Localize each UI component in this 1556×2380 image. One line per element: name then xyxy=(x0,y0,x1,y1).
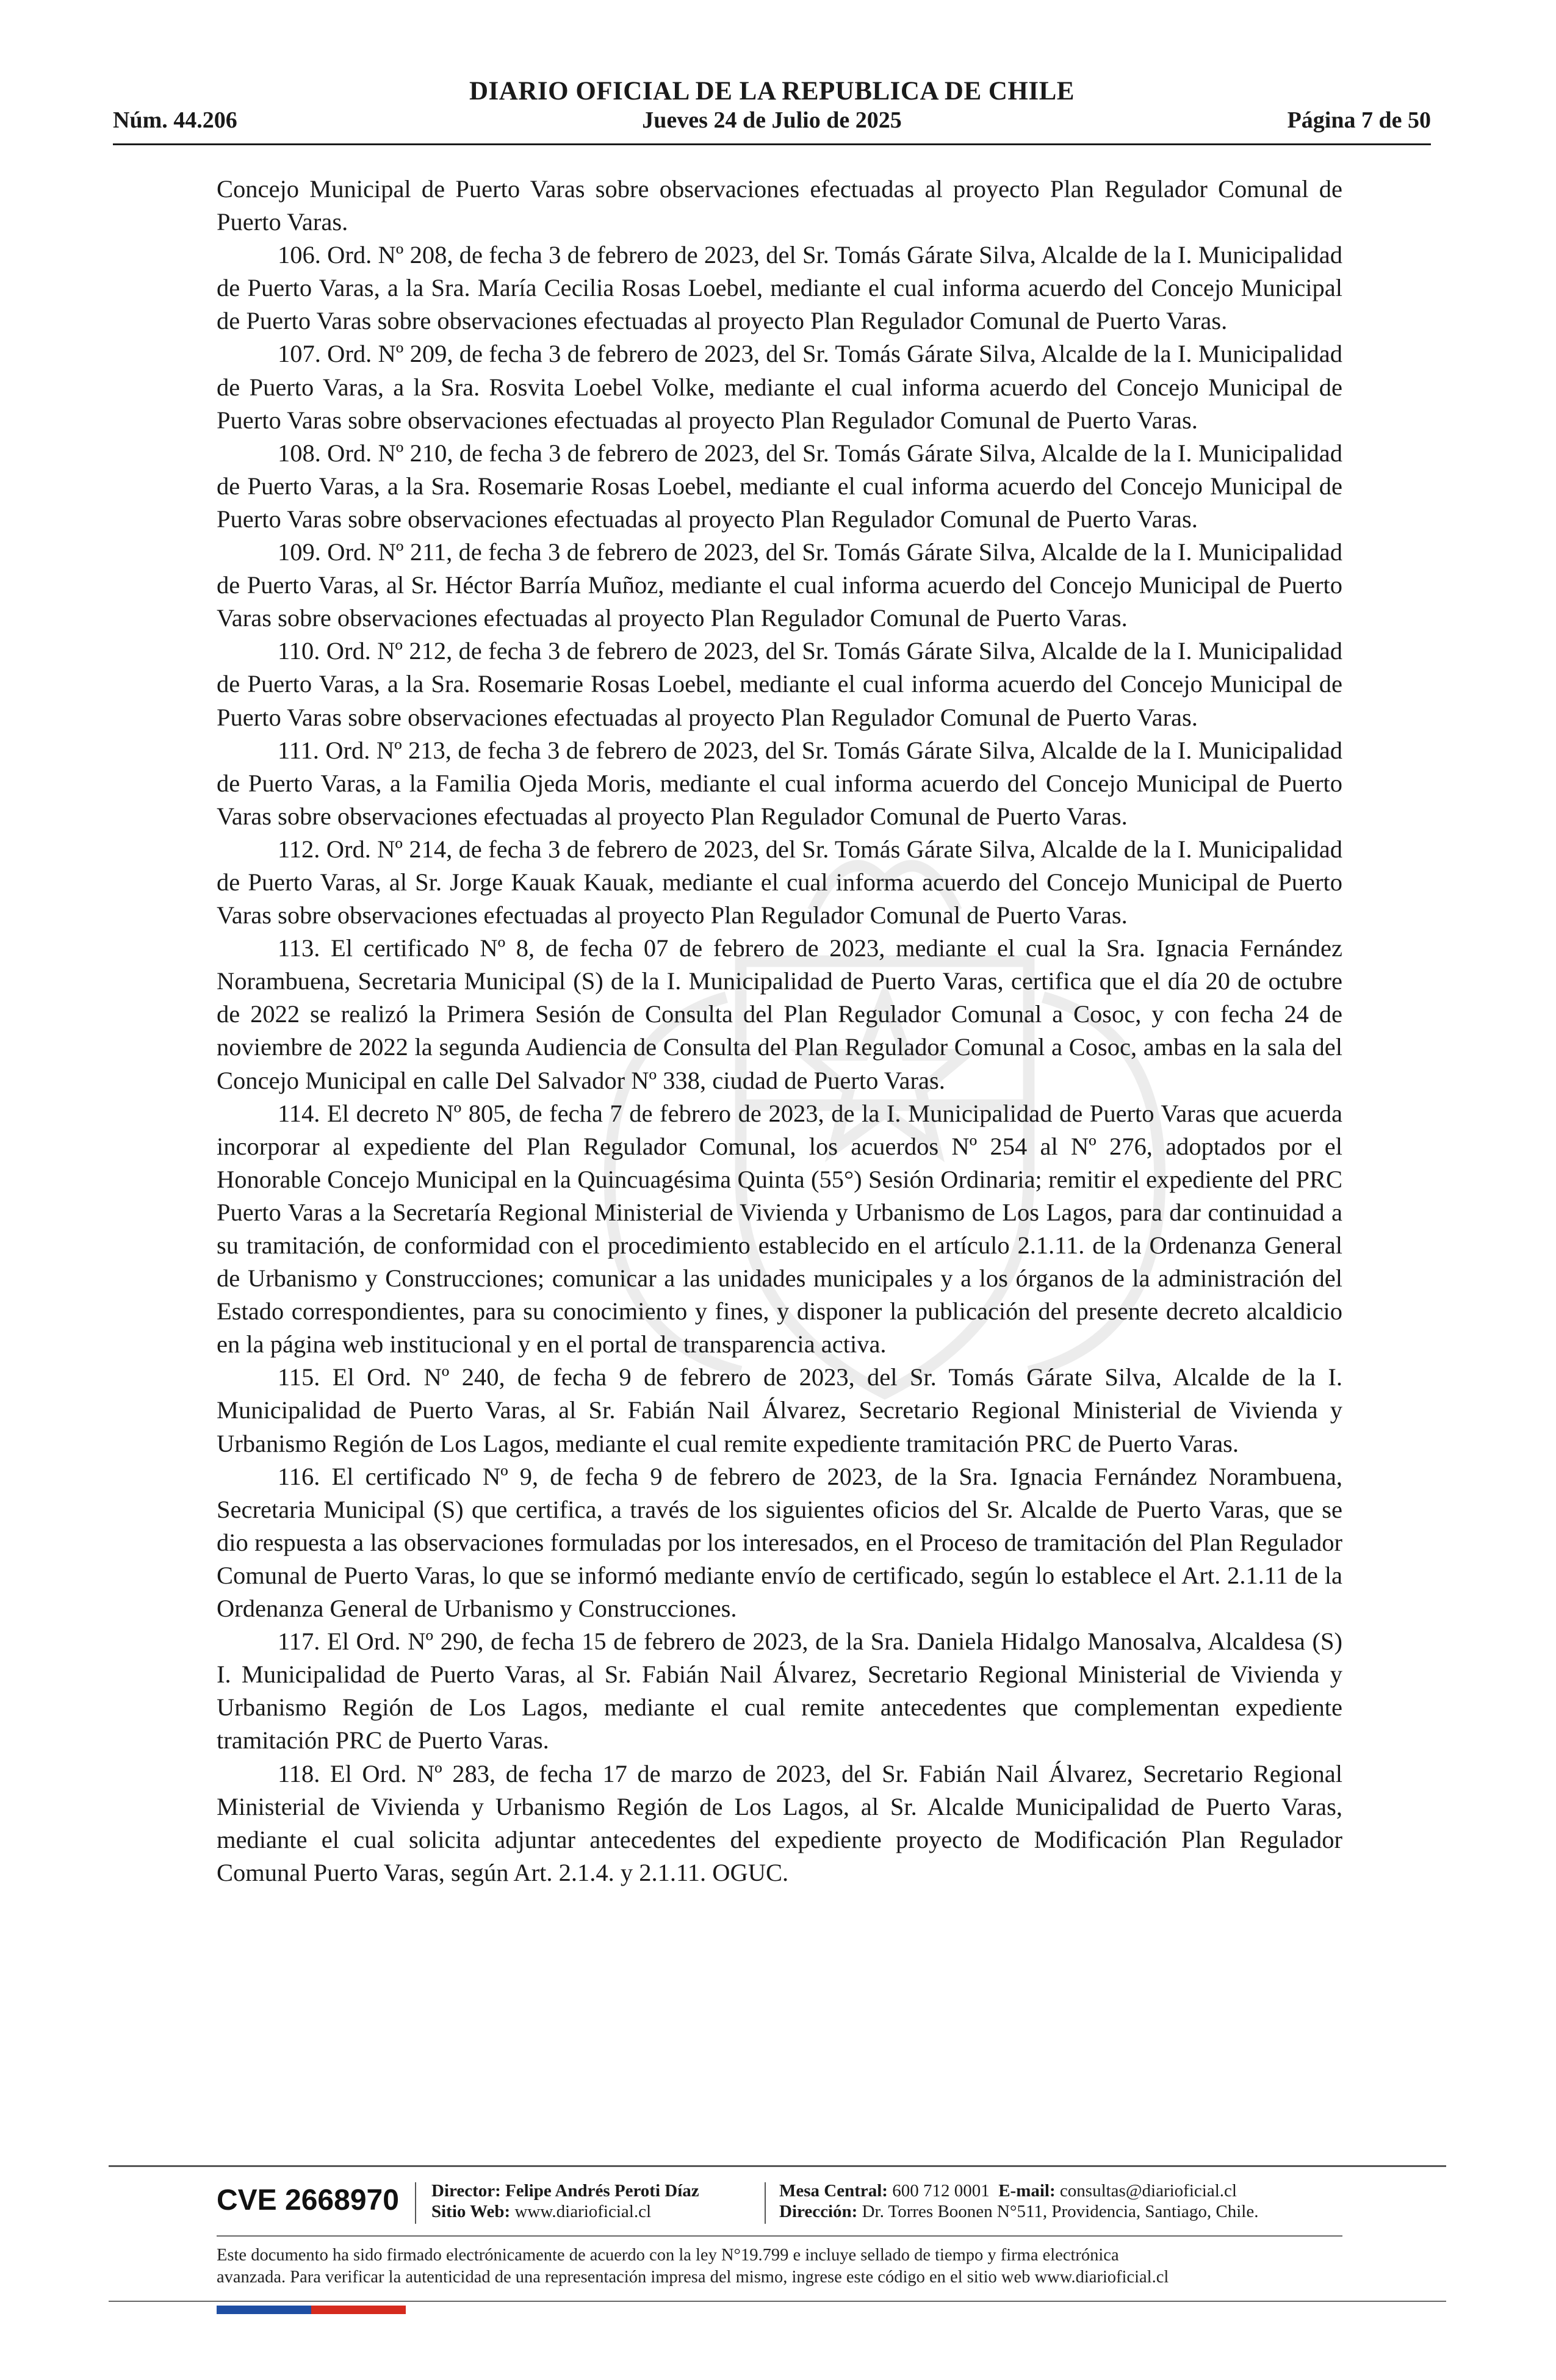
page-header xyxy=(113,76,1431,146)
paragraph: 111. Ord. Nº 213, de fecha 3 de febrero de 2023, del Sr. Tomás Gárate Silva, Alcalde de la I. Municipalidad de Puerto Varas, a la Familia Ojeda Moris, mediante el cual informa acuerdo del Concejo Municipal de Puerto Varas sobre observaciones efectuadas al proyecto Plan Regulador Comunal de Puerto Varas. xyxy=(217,736,1342,830)
footer-separator xyxy=(415,2182,416,2224)
mesa-label: Mesa Central: xyxy=(779,2181,888,2201)
chile-flag-stripe xyxy=(217,2306,406,2314)
website-link[interactable]: www.diarioficial.cl xyxy=(514,2202,652,2221)
paragraph: 118. El Ord. Nº 283, de fecha 17 de marzo de 2023, del Sr. Fabián Nail Álvarez, Secretario Regional Ministerial de Vivienda y Urbanismo Región de Los Lagos, al Sr. Alcalde Municipalidad de Puerto Varas, mediante el cual solicita adjuntar antecedentes del expediente proyecto de Modificación Plan Regulador Comunal Puerto Varas, según Art. 2.1.4. y 2.1.11. OGUC. xyxy=(217,1759,1342,1886)
document-body xyxy=(217,173,1342,1889)
paragraph: Concejo Municipal de Puerto Varas sobre observaciones efectuadas al proyecto Plan Regulador Comunal de Puerto Varas. xyxy=(217,175,1342,236)
paragraph: 107. Ord. Nº 209, de fecha 3 de febrero de 2023, del Sr. Tomás Gárate Silva, Alcalde de la I. Municipalidad de Puerto Varas, a la Sra. Rosvita Loebel Volke, mediante el cual informa acuerdo del Concejo Municipal de Puerto Varas sobre observaciones efectuadas al proyecto Plan Regulador Comunal de Puerto Varas. xyxy=(217,340,1342,434)
paragraph: 106. Ord. Nº 208, de fecha 3 de febrero de 2023, del Sr. Tomás Gárate Silva, Alcalde de la I. Municipalidad de Puerto Varas, a la Sra. María Cecilia Rosas Loebel, mediante el cual informa acuerdo del Concejo Municipal de Puerto Varas sobre observaciones efectuadas al proyecto Plan Regulador Comunal de Puerto Varas. xyxy=(217,241,1342,335)
paragraph: 113. El certificado Nº 8, de fecha 07 de febrero de 2023, mediante el cual la Sra. Ignacia Fernández Norambuena, Secretaria Municipal (S) de la I. Municipalidad de Puerto Varas, certifica que el día 20 de octubre de 2022 se realizó la Primera Sesión de Consulta del Plan Regulador Comunal a Cosoc, y con fecha 24 de noviembre de 2022 la segunda Audiencia de Consulta del Plan Regulador Comunal a Cosoc, ambas en la sala del Concejo Municipal en calle Del Salvador Nº 338, ciudad de Puerto Varas. xyxy=(217,934,1342,1094)
footer-contact-block xyxy=(779,2180,1258,2222)
paragraph: 108. Ord. Nº 210, de fecha 3 de febrero de 2023, del Sr. Tomás Gárate Silva, Alcalde de la I. Municipalidad de Puerto Varas, a la Sra. Rosemarie Rosas Loebel, mediante el cual informa acuerdo del Concejo Municipal de Puerto Varas sobre observaciones efectuadas al proyecto Plan Regulador Comunal de Puerto Varas. xyxy=(217,439,1342,533)
mesa-phone: 600 712 0001 xyxy=(892,2181,990,2201)
footer-divider-middle xyxy=(217,2235,1342,2237)
issue-date: Jueves 24 de Julio de 2025 xyxy=(642,107,902,133)
footer-divider-bottom xyxy=(109,2301,1446,2302)
paragraph: 115. El Ord. Nº 240, de fecha 9 de febrero de 2023, del Sr. Tomás Gárate Silva, Alcalde de la I. Municipalidad de Puerto Varas, al Sr. Fabián Nail Álvarez, Secretario Regional Ministerial de Vivienda y Urbanismo Región de Los Lagos, mediante el cual remite expediente tramitación PRC de Puerto Varas. xyxy=(217,1363,1342,1457)
paragraph: 109. Ord. Nº 211, de fecha 3 de febrero de 2023, del Sr. Tomás Gárate Silva, Alcalde de la I. Municipalidad de Puerto Varas, al Sr. Héctor Barría Muñoz, mediante el cual informa acuerdo del Concejo Municipal de Puerto Varas sobre observaciones efectuadas al proyecto Plan Regulador Comunal de Puerto Varas. xyxy=(217,538,1342,632)
legal-notice-line: avanzada. Para verificar la autenticidad de una representación impresa del mismo, ingrese este código en el sitio web www.diarioficial.cl xyxy=(217,2268,1169,2287)
header-divider xyxy=(113,143,1431,145)
publication-title: DIARIO OFICIAL DE LA REPUBLICA DE CHILE xyxy=(469,77,1075,106)
cve-code: CVE 2668970 xyxy=(217,2184,399,2216)
paragraph: 114. El decreto Nº 805, de fecha 7 de febrero de 2023, de la I. Municipalidad de Puerto Varas que acuerda incorporar al expediente del Plan Regulador Comunal, los acuerdos Nº 254 al Nº 276, adoptados por el Honorable Concejo Municipal en la Quincuagésima Quinta (55°) Sesión Ordinaria; remitir el expediente del PRC Puerto Varas a la Secretaría Regional Ministerial de Vivienda y Urbanismo de Los Lagos, para dar continuidad a su tramitación, de conformidad con el procedimiento establecido en el artículo 2.1.11. de la Ordenanza General de Urbanismo y Construcciones; comunicar a las unidades municipales y a los órganos de la administración del Estado correspondientes, para su conocimiento y fines, y disponer la publicación del presente decreto alcaldicio en la página web institucional y en el portal de transparencia activa. xyxy=(217,1099,1342,1358)
footer-divider-top xyxy=(109,2165,1446,2167)
footer-director-block xyxy=(431,2180,699,2222)
paragraph: 117. El Ord. Nº 290, de fecha 15 de febrero de 2023, de la Sra. Daniela Hidalgo Manosalva, Alcaldesa (S) I. Municipalidad de Puerto Varas, al Sr. Fabián Nail Álvarez, Secretario Regional Ministerial de Vivienda y Urbanismo Región de Los Lagos, mediante el cual remite antecedentes que complementan expediente tramitación PRC de Puerto Varas. xyxy=(217,1628,1342,1754)
director-label: Director: xyxy=(431,2181,501,2201)
issue-number: Núm. 44.206 xyxy=(113,107,237,133)
email-label: E-mail: xyxy=(998,2181,1056,2201)
page-indicator: Página 7 de 50 xyxy=(1287,107,1431,133)
legal-notice xyxy=(217,2245,1342,2288)
email-link[interactable]: consultas@diarioficial.cl xyxy=(1059,2181,1237,2201)
page-footer xyxy=(217,2177,1342,2245)
address-value: Dr. Torres Boonen N°511, Providencia, Santiago, Chile. xyxy=(862,2202,1259,2221)
paragraph: 116. El certificado Nº 9, de fecha 9 de febrero de 2023, de la Sra. Ignacia Fernández Norambuena, Secretaria Municipal (S) que certifica, a través de los siguientes oficios del Sr. Alcalde de Puerto Varas, que se dio respuesta a las observaciones formuladas por los interesados, en el Proceso de tramitación del Plan Regulador Comunal de Puerto Varas, lo que se informó mediante envío de certificado, según lo establece el Art. 2.1.11 de la Ordenanza General de Urbanismo y Construcciones. xyxy=(217,1462,1342,1623)
paragraph: 112. Ord. Nº 214, de fecha 3 de febrero de 2023, del Sr. Tomás Gárate Silva, Alcalde de la I. Municipalidad de Puerto Varas, al Sr. Jorge Kauak Kauak, mediante el cual informa acuerdo del Concejo Municipal de Puerto Varas sobre observaciones efectuadas al proyecto Plan Regulador Comunal de Puerto Varas. xyxy=(217,835,1342,929)
legal-notice-line: Este documento ha sido firmado electrónicamente de acuerdo con la ley N°19.799 e incluye sellado de tiempo y firma electrónica xyxy=(217,2246,1119,2265)
paragraph: 110. Ord. Nº 212, de fecha 3 de febrero de 2023, del Sr. Tomás Gárate Silva, Alcalde de la I. Municipalidad de Puerto Varas, a la Sra. Rosemarie Rosas Loebel, mediante el cual informa acuerdo del Concejo Municipal de Puerto Varas sobre observaciones efectuadas al proyecto Plan Regulador Comunal de Puerto Varas. xyxy=(217,637,1342,731)
footer-separator xyxy=(765,2182,766,2224)
director-name: Felipe Andrés Peroti Díaz xyxy=(505,2181,699,2201)
flag-red-segment xyxy=(311,2306,406,2314)
website-label: Sitio Web: xyxy=(431,2202,511,2221)
flag-blue-segment xyxy=(217,2306,311,2314)
address-label: Dirección: xyxy=(779,2202,858,2221)
